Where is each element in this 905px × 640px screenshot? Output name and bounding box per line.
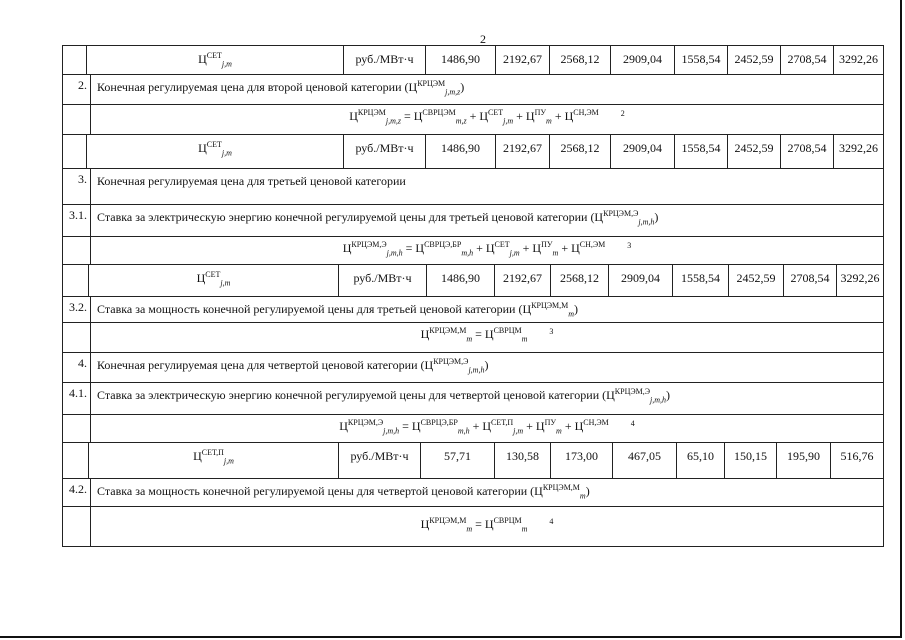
- section-number: 2.: [63, 75, 91, 104]
- value-cell: 3292,26: [839, 52, 878, 66]
- footnote-ref: 4: [630, 419, 635, 428]
- value-cell: 467,05: [613, 443, 677, 478]
- formula-row-4-2: [62, 507, 884, 547]
- formula: $Ц^{КРЦЭМ,Э}_{j,m,h} = Ц^{СВРЦЭ,БР}_{m,h} + Ц^{СЕТ}_{j,m} + Ц^{ПУ}_m + Ц^{СН,ЭМ}$ $^3$: [342, 240, 632, 258]
- section-title: Конечная регулируемая цена для второй ценовой категории: [97, 80, 402, 94]
- value-cell: 2568,12: [551, 265, 609, 296]
- section-title: Ставка за электрическую энергию конечной регулируемой цены для четвертой ценовой категории: [97, 388, 600, 402]
- value-cell: 2452,59: [728, 46, 781, 74]
- value-cell: 2909,04: [611, 46, 675, 74]
- value-cell: 3292,26: [839, 141, 878, 155]
- formula: $Ц^{КРЦЭМ,М}_m = Ц^{СВРЦМ}_m^3$: [420, 326, 554, 344]
- symbol-cell: $Ц^{СЕТ}_{j,m}$: [89, 265, 339, 296]
- section-number: 4.: [63, 353, 91, 382]
- section-number: 4.1.: [63, 383, 91, 414]
- formula-row-3-1: [62, 237, 884, 265]
- value-cell: 57,71: [421, 443, 495, 478]
- formula-row-3-2: [62, 323, 884, 353]
- value-cell: 2708,54: [784, 265, 837, 296]
- value-row-1: [62, 45, 884, 75]
- value-cell: 516,76: [840, 449, 874, 463]
- value-row-2: [62, 135, 884, 169]
- section-2-row: 2. Конечная регулируемая цена для второй ценовой категории $(Ц^{КРЦЭМ}_{j,m,z})$: [62, 75, 884, 105]
- value-cell: 2568,12: [550, 135, 611, 168]
- value-cell: 173,00: [551, 443, 613, 478]
- formula-row-4-1: [62, 415, 884, 443]
- formula: $Ц^{КРЦЭМ,Э}_{j,m,h} = Ц^{СВРЦЭ,БР}_{m,h} + Ц^{СЕТ,П}_{j,m} + Ц^{ПУ}_m + Ц^{СН,ЭМ}$ $^4$: [339, 418, 635, 436]
- section-title: Конечная регулируемая цена для третьей ценовой категории: [97, 174, 406, 188]
- value-cell: 1558,54: [673, 265, 729, 296]
- formula-row-2: [62, 105, 884, 135]
- value-cell: 1486,90: [426, 135, 496, 168]
- value-cell: 2192,67: [495, 265, 551, 296]
- section-4-2-row: 4.2. Ставка за мощность конечной регулируемой цены для четвертой ценовой категории $(Ц^{КРЦЭМ,М}_m)$: [62, 479, 884, 507]
- section-title: Ставка за электрическую энергию конечной регулируемой цены для третьей ценовой категории: [97, 210, 588, 224]
- symbol-cell: $Ц^{СЕТ}_{j,m}$: [87, 135, 344, 168]
- unit-cell: руб./МВт·ч: [339, 443, 421, 478]
- value-row-4: [62, 443, 884, 479]
- unit-cell: руб./МВт·ч: [344, 46, 426, 74]
- value-row-3: [62, 265, 884, 297]
- unit-cell: руб./МВт·ч: [344, 135, 426, 168]
- value-cell: 195,90: [777, 443, 831, 478]
- section-title: Конечная регулируемая цена для четвертой ценовой категории: [97, 358, 418, 372]
- value-cell: 2708,54: [781, 135, 834, 168]
- page-number: 2: [480, 32, 486, 46]
- section-3-row: [62, 169, 884, 205]
- value-cell: 2452,59: [729, 265, 784, 296]
- section-3-2-row: 3.2. Ставка за мощность конечной регулируемой цены для третьей ценовой категории $(Ц^{КРЦЭМ,М}_m)$: [62, 297, 884, 323]
- footnote-ref: 2: [620, 109, 625, 118]
- symbol-cell: $Ц^{СЕТ,П}_{j,m}$: [89, 443, 339, 478]
- footnote-ref: 3: [627, 241, 632, 250]
- section-4-row: 4. Конечная регулируемая цена для четвертой ценовой категории $(Ц^{КРЦЭМ,Э}_{j,m,h})$: [62, 353, 884, 383]
- formula: $Ц^{КРЦЭМ}_{j,m,z} = Ц^{СВРЦЭМ}_{m,z} + Ц^{СЕТ}_{j,m} + Ц^{ПУ}_m + Ц^{СН,ЭМ}$ $^2$: [349, 108, 625, 126]
- value-cell: 2192,67: [496, 135, 550, 168]
- value-cell: 130,58: [495, 443, 551, 478]
- formula: $Ц^{КРЦЭМ,М}_m = Ц^{СВРЦМ}_m^4$: [420, 516, 554, 534]
- symbol-cell: $Ц^{СЕТ}_{j,m}$: [87, 46, 344, 74]
- unit-cell: руб./МВт·ч: [339, 265, 427, 296]
- value-cell: 1558,54: [675, 135, 728, 168]
- value-cell: 2909,04: [609, 265, 673, 296]
- section-title: Ставка за мощность конечной регулируемой цены для четвертой ценовой категории: [97, 484, 528, 498]
- value-cell: 150,15: [725, 443, 777, 478]
- value-cell: 2192,67: [496, 46, 550, 74]
- footnote-ref: 4: [549, 517, 554, 526]
- value-cell: 65,10: [677, 443, 725, 478]
- value-cell: 2708,54: [781, 46, 834, 74]
- value-cell: 2909,04: [611, 135, 675, 168]
- value-cell: 2452,59: [728, 135, 781, 168]
- section-number: 3.1.: [63, 205, 91, 236]
- section-number: 3.: [63, 169, 91, 204]
- value-cell: 3292,26: [840, 271, 880, 285]
- section-number: 3.2.: [63, 297, 91, 322]
- tariff-table: [62, 45, 884, 547]
- section-3-1-row: 3.1. Ставка за электрическую энергию конечной регулируемой цены для третьей ценовой категории $(Ц^{КРЦЭМ,Э}_{j,m,h})$: [62, 205, 884, 237]
- value-cell: 1558,54: [675, 46, 728, 74]
- value-cell: 2568,12: [550, 46, 611, 74]
- footnote-ref: 3: [549, 327, 554, 336]
- value-cell: 1486,90: [426, 46, 496, 74]
- section-title: Ставка за мощность конечной регулируемой цены для третьей ценовой категории: [97, 302, 516, 316]
- section-4-1-row: 4.1. Ставка за электрическую энергию конечной регулируемой цены для четвертой ценовой категории $(Ц^{КРЦЭМ,Э}_{j,m,h})$: [62, 383, 884, 415]
- section-number: 4.2.: [63, 479, 91, 506]
- value-cell: 1486,90: [427, 265, 495, 296]
